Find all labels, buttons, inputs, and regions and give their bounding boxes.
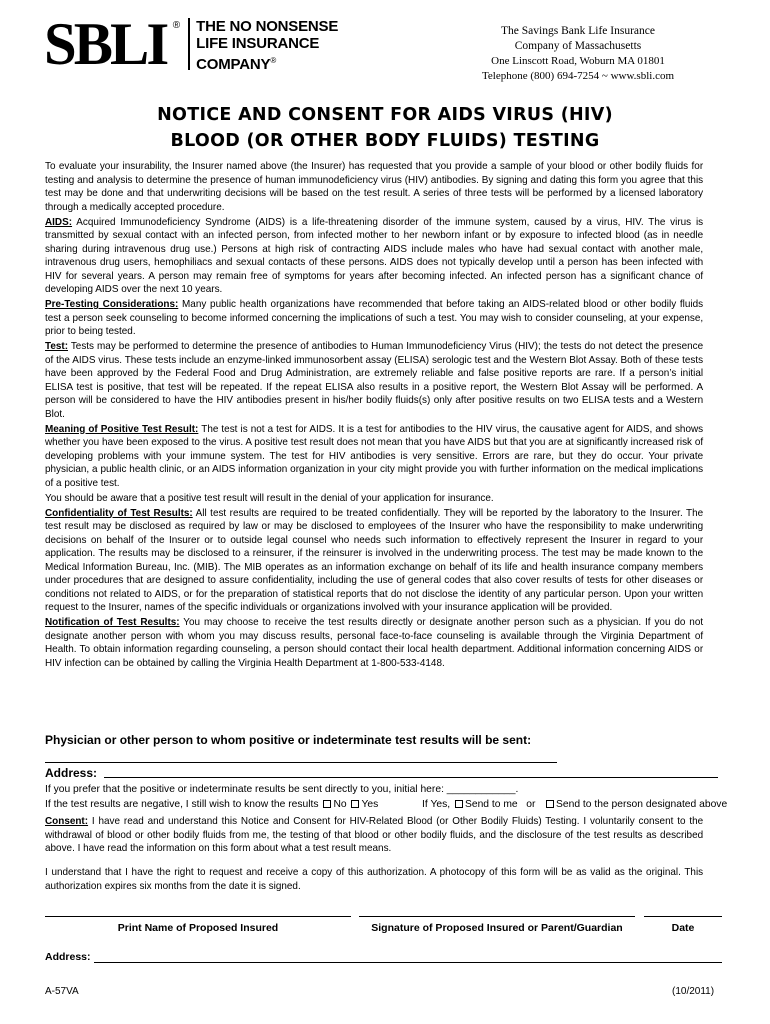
document-title-line-1: NOTICE AND CONSENT FOR AIDS VIRUS (HIV) xyxy=(157,105,613,125)
pretest-heading: Pre-Testing Considerations: xyxy=(45,299,179,310)
aids-paragraph xyxy=(45,216,703,297)
pretest-text: Many public health organizations have recommended that before taking an AIDS-related blood or other bodily fluids test a person seek counseling to become informed concerning the implications of such a test. You may wish to consider counseling, at your expense, prior to being tested. xyxy=(45,299,704,337)
physician-address-line[interactable] xyxy=(104,777,718,778)
address-label: Address: xyxy=(45,766,98,780)
tagline-registered-mark: ® xyxy=(270,56,277,65)
meaning-heading: Meaning of Positive Test Result: xyxy=(45,423,199,435)
no-label: No xyxy=(333,799,347,810)
test-heading: Test: xyxy=(45,341,69,352)
company-address: One Linscott Road, Woburn MA 01801 xyxy=(491,55,665,67)
consent-text: I have read and understand this Notice and Consent for HIV-Related Blood (or Other Bodily Fluids) Testing. I voluntarily consent to the withdrawal of blood or other bodily fluids from me, the testing of that blood or other bodily fluids, and the disclosure of the test results as described above. I have read the information on this form about what a test result means. xyxy=(45,816,704,854)
initial-instruction: If you prefer that the positive or indeterminate results be sent directly to you, initial here: ____________. xyxy=(45,784,519,795)
test-text: Tests may be performed to determine the presence of antibodies to Human Immunodeficiency Virus (HIV); the tests do not detect the presence of the AIDS virus. These tests include an enzyme-linked immunosorbent assay (ELISA) serologic test and the Western Blot Assay. Both of these tests have been approved by the Federal Food and Drug Administration, are extremely reliable and false positive reports are rare. If a person’s initial ELISA test is positive, that test will be repeated. If the repeat ELISA also results in a positive report, the Western Blot Assay will be performed. A person will be considered to have the HIV antibodies present in his/her bodily fluids(s) only after positive results on two ELISA tests and a Western Blot. xyxy=(45,341,704,420)
tagline-line-3: COMPANY xyxy=(196,56,271,73)
sbli-logo xyxy=(44,11,339,78)
notification-heading: Notification of Test Results: xyxy=(45,617,180,628)
meaning-paragraph xyxy=(45,423,703,491)
company-contact: Telephone (800) 694-7254 ~ www.sbli.com xyxy=(481,70,675,82)
negative-results-row xyxy=(45,798,735,812)
insured-address-line[interactable] xyxy=(94,962,722,963)
form-number: A-57VA xyxy=(45,986,79,997)
revision-date: (10/2011) xyxy=(672,986,715,997)
yes-checkbox[interactable] xyxy=(351,800,359,808)
tagline-line-2: LIFE INSURANCE xyxy=(196,35,320,52)
no-checkbox[interactable] xyxy=(323,800,331,808)
notification-paragraph xyxy=(45,616,703,670)
confidentiality-heading: Confidentiality of Test Results: xyxy=(45,507,193,519)
confidentiality-paragraph xyxy=(45,507,703,615)
date-label: Date xyxy=(671,922,695,934)
print-name-line[interactable] xyxy=(45,916,351,917)
pretest-paragraph xyxy=(45,298,703,339)
consent-paragraph xyxy=(45,815,703,856)
company-name-1: The Savings Bank Life Insurance xyxy=(501,25,655,37)
denial-paragraph: You should be aware that a positive test result will result in the denial of your application for insurance. xyxy=(45,492,494,504)
insured-address-label: Address: xyxy=(45,951,91,963)
logo-wordmark: SBLI xyxy=(44,11,167,77)
confidentiality-text: All test results are required to be treated confidentially. They will be reported by the laboratory to the Insurer. The test result may be disclosed as required by law or may be disclosed to employees of the Insurer who have the responsibility to make underwriting decisions on behalf of the Insurer or to outside legal counsel who needs such information to effectively represent the Insurer in regard to your application. The results may be disclosed to a reinsurer, if the reinsurer is involved in the underwriting process. The test may be made known to the Medical Information Bureau, Inc. (MIB). The MIB operates as an information exchange on behalf of its life and health insurance company members under procedures that are designed to assure confidentiality, including the use of general codes that also cover results of tests for other diseases or conditions not related to AIDS, or for the preparation of statistical reports that do not disclose the identity of any particular person. Upon your written request to the Insurer, names of the specific individuals or organizations involved with your insurance application will be provided. xyxy=(45,507,704,613)
physician-label: Physician or other person to whom positive or indeterminate test results will be sent: xyxy=(45,733,532,747)
company-info xyxy=(458,24,698,84)
aids-text: Acquired Immunodeficiency Syndrome (AIDS) is a life-threatening disorder of the immune system, caused by a virus, HIV. The virus is transmitted by sexual contact with an infected person, from infected mother to her newborn infant or by exposure to infected blood (as in needle sharing during intravenous drug use.) Persons at high risk of contracting AIDS include males who have had sexual contact with another male, intravenous drug users, hemophiliacs and sexual contacts of these persons. AIDS does not typically develop until a person has been infected with HIV for several years. A person may remain free of symptoms for years after becoming infected. An infected person has a significant chance of developing AIDS over the next 10 years. xyxy=(45,216,704,295)
consent-heading: Consent: xyxy=(45,816,89,827)
test-paragraph xyxy=(45,340,703,421)
aids-heading: AIDS: xyxy=(45,216,73,228)
send-to-designated-label: Send to the person designated above xyxy=(556,799,728,810)
print-name-label: Print Name of Proposed Insured xyxy=(117,922,279,934)
if-yes-text: If Yes, xyxy=(422,799,451,810)
logo-tagline xyxy=(196,18,338,73)
tagline-line-1: THE NO NONSENSE xyxy=(196,18,339,35)
logo-registered-mark: ® xyxy=(172,20,181,31)
document-title-line-2: BLOOD (OR OTHER BODY FLUIDS) TESTING xyxy=(170,131,600,151)
intro-paragraph: To evaluate your insurability, the Insurer named above (the Insurer) has requested that you provide a sample of your blood or other bodily fluids for testing and analysis to determine the presence of human immunodeficiency virus (HIV) antibodies. By signing and dating this form you agree that this test may be done and that underwriting decisions will be based on the test result. A series of three tests will be performed by a licensed laboratory through a medically accepted procedure. xyxy=(45,161,704,213)
physician-name-line[interactable] xyxy=(45,762,557,763)
send-to-me-label: Send to me xyxy=(464,799,518,810)
send-to-me-checkbox[interactable] xyxy=(455,800,463,808)
logo-divider xyxy=(188,18,190,70)
negative-results-prompt: If the test results are negative, I still wish to know the results xyxy=(45,799,319,810)
date-line[interactable] xyxy=(644,916,722,917)
notification-text: You may choose to receive the test results directly or designate another person such as a physician. If you do not designate another person with whom you may discuss results, personal face-to-face counseling is available through the Virginia Department of Health. To obtain information regarding counseling, a person should contact their local health department. Additional information concerning AIDS or HIV infection can be obtained by calling the Virginia Health Department at 1-800-533-4148. xyxy=(45,617,704,669)
meaning-text: The test is not a test for AIDS. It is a test for antibodies to the HIV virus, the causative agent for AIDS, and shows whether you have been exposed to the virus. A positive test result does not mean that you have AIDS but that you are at significantly increased risk of developing problems with your immune system. The test for HIV antibodies is very sensitive. Errors are rare, but they do occur. Your private physician, a public health clinic, or an AIDS information organization in your city might provide you with further information on the medical implications of a positive test. xyxy=(45,423,704,489)
yes-label: Yes xyxy=(361,799,379,810)
send-to-designated-checkbox[interactable] xyxy=(546,800,554,808)
or-text: or xyxy=(526,799,536,810)
signature-label: Signature of Proposed Insured or Parent/Guardian xyxy=(371,922,623,934)
signature-line[interactable] xyxy=(359,916,635,917)
copy-paragraph: I understand that I have the right to request and receive a copy of this authorization. A photocopy of this form will be as valid as the original. This authorization expires six months from the date it is signed. xyxy=(45,867,704,892)
company-name-2: Company of Massachusetts xyxy=(514,40,642,52)
notice-body xyxy=(45,160,703,672)
